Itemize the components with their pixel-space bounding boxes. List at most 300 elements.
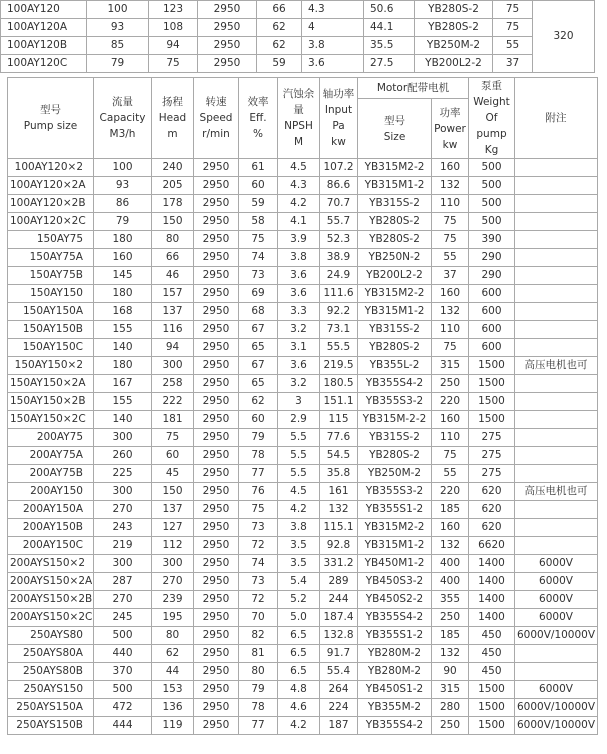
table-cell: 2950 (198, 55, 257, 73)
table-cell: 195 (152, 609, 194, 627)
table-cell: 250 (432, 717, 469, 735)
table-cell: 78 (239, 447, 278, 465)
table-row (8, 537, 598, 555)
table-cell: 37 (432, 267, 469, 285)
table-row (8, 447, 598, 465)
table-cell: 67 (239, 357, 278, 375)
remark-cell (515, 519, 598, 537)
table-cell: 77.6 (320, 429, 358, 447)
table-cell: 260 (94, 447, 152, 465)
top-table (0, 0, 595, 73)
table-cell: 90 (432, 663, 469, 681)
table-cell: 3.2 (278, 321, 320, 339)
table-cell: YB250M-2 (415, 37, 493, 55)
table-cell: 150AY75 (8, 231, 94, 249)
table-cell: 181 (152, 411, 194, 429)
table-cell: 240 (152, 159, 194, 177)
table-cell: 600 (469, 285, 515, 303)
table-row (8, 555, 598, 573)
table-cell: 500 (469, 213, 515, 231)
table-cell: 1400 (469, 573, 515, 591)
table-row (8, 501, 598, 519)
table-cell: 250AYS150B (8, 717, 94, 735)
table-cell: 450 (469, 645, 515, 663)
table-cell: 219 (94, 537, 152, 555)
table-cell: 2950 (194, 195, 239, 213)
table-cell: YB315M-2-2 (358, 411, 432, 429)
table-cell: 92.2 (320, 303, 358, 321)
remark-cell: 6000V (515, 555, 598, 573)
table-row (8, 699, 598, 717)
table-cell: YB280S-2 (358, 213, 432, 231)
table-cell: 127 (152, 519, 194, 537)
table-cell: 55 (493, 37, 533, 55)
table-cell: 54.5 (320, 447, 358, 465)
table-cell: 160 (432, 411, 469, 429)
remark-cell: 6000V (515, 681, 598, 699)
table-cell: 2.9 (278, 411, 320, 429)
table-cell: 77 (239, 717, 278, 735)
table-cell: 150AY150 (8, 285, 94, 303)
table-cell: 2950 (194, 501, 239, 519)
header-capacity: 流量 Capacity M3/h (94, 78, 152, 159)
table-cell: 2950 (198, 1, 257, 19)
table-cell: 110 (432, 429, 469, 447)
table-cell: 2950 (194, 321, 239, 339)
table-cell: 3.1 (278, 339, 320, 357)
remark-cell: 6000V (515, 591, 598, 609)
table-cell: 61 (239, 159, 278, 177)
table-cell: 73 (239, 267, 278, 285)
table-cell: 100AY120×2B (8, 195, 94, 213)
table-cell: 270 (152, 573, 194, 591)
table-cell: 55 (432, 249, 469, 267)
table-cell: 65 (239, 375, 278, 393)
table-cell: 35.8 (320, 465, 358, 483)
table-cell: 300 (94, 555, 152, 573)
table-cell: 370 (94, 663, 152, 681)
table-cell: 100 (87, 1, 149, 19)
header-weight: 泵重 Weight Of pump Kg (469, 78, 515, 159)
table-cell: 2950 (194, 159, 239, 177)
table-cell: 27.5 (364, 55, 415, 73)
header-motor-model: 型号 Size (358, 99, 432, 159)
table-cell: 245 (94, 609, 152, 627)
table-cell: 60 (239, 177, 278, 195)
table-cell: 70.7 (320, 195, 358, 213)
table-cell: 244 (320, 591, 358, 609)
table-cell: 75 (152, 429, 194, 447)
table-cell: 80 (239, 663, 278, 681)
table-cell: 110 (432, 321, 469, 339)
header-shaft-power: 轴功率 Input Pa kw (320, 78, 358, 159)
table-cell: 200AYS150×2C (8, 609, 94, 627)
table-cell: 74 (239, 249, 278, 267)
table-cell: 4.2 (278, 195, 320, 213)
table-cell: 69 (239, 285, 278, 303)
table-cell: 280 (432, 699, 469, 717)
table-cell: 59 (239, 195, 278, 213)
table-cell: 500 (94, 627, 152, 645)
table-cell: 75 (432, 231, 469, 249)
pump-spec-table (7, 77, 598, 735)
table-cell: 137 (152, 303, 194, 321)
table-cell: 157 (152, 285, 194, 303)
table-cell: 250AYS80A (8, 645, 94, 663)
table-cell: 472 (94, 699, 152, 717)
table-cell: 5.5 (278, 429, 320, 447)
table-cell: 300 (94, 483, 152, 501)
remark-cell (515, 159, 598, 177)
table-cell: 100AY120C (1, 55, 87, 73)
table-cell: 3.8 (278, 249, 320, 267)
remark-cell (515, 375, 598, 393)
table-cell: 200AYS150×2 (8, 555, 94, 573)
remark-cell: 高压电机也可 (515, 357, 598, 375)
table-cell: 4.5 (278, 159, 320, 177)
table-cell: YB200L2-2 (415, 55, 493, 73)
table-cell: 2950 (194, 465, 239, 483)
table-cell: 290 (469, 267, 515, 285)
table-cell: 52.3 (320, 231, 358, 249)
table-cell: 140 (94, 411, 152, 429)
table-cell: YB450S3-2 (358, 573, 432, 591)
table-row (8, 177, 598, 195)
table-cell: 4.3 (302, 1, 364, 19)
table-row (8, 591, 598, 609)
table-cell: 180 (94, 285, 152, 303)
table-row (8, 663, 598, 681)
header-speed: 转速 Speed r/min (194, 78, 239, 159)
table-cell: 2950 (194, 267, 239, 285)
table-cell: 100 (94, 159, 152, 177)
table-cell: 2950 (194, 447, 239, 465)
remark-cell (515, 195, 598, 213)
remark-cell (515, 177, 598, 195)
table-cell: 160 (432, 519, 469, 537)
table-cell: 66 (257, 1, 302, 19)
table-cell: 137 (152, 501, 194, 519)
table-cell: 239 (152, 591, 194, 609)
table-cell: 132.8 (320, 627, 358, 645)
remark-cell (515, 429, 598, 447)
table-cell: 620 (469, 483, 515, 501)
table-cell: YB315M1-2 (358, 177, 432, 195)
table-cell: 2950 (194, 357, 239, 375)
table-cell: 132 (432, 303, 469, 321)
table-cell: 60 (152, 447, 194, 465)
table-cell: 250AYS150A (8, 699, 94, 717)
table-cell: 185 (432, 627, 469, 645)
table-cell: 2950 (194, 627, 239, 645)
table-cell: 220 (432, 483, 469, 501)
table-cell: 275 (469, 447, 515, 465)
table-cell: 200AY75B (8, 465, 94, 483)
table-cell: 2950 (194, 717, 239, 735)
table-cell: 119 (152, 717, 194, 735)
table-cell: 287 (94, 573, 152, 591)
table-cell: 355 (432, 591, 469, 609)
table-cell: 6620 (469, 537, 515, 555)
remark-cell (515, 231, 598, 249)
table-cell: 2950 (194, 393, 239, 411)
table-cell: 2950 (194, 213, 239, 231)
table-cell: 185 (432, 501, 469, 519)
table-cell: 167 (94, 375, 152, 393)
table-cell: 2950 (194, 699, 239, 717)
table-cell: 331.2 (320, 555, 358, 573)
table-cell: YB315S-2 (358, 195, 432, 213)
table-cell: 35.5 (364, 37, 415, 55)
table-cell: 2950 (194, 177, 239, 195)
table-cell: 300 (94, 429, 152, 447)
table-cell: 4.2 (278, 717, 320, 735)
table-cell: 444 (94, 717, 152, 735)
table-cell: 1400 (469, 591, 515, 609)
table-cell: 73 (239, 519, 278, 537)
table-cell: 400 (432, 573, 469, 591)
table-row (8, 627, 598, 645)
table-cell: 82 (239, 627, 278, 645)
table-cell: 79 (239, 429, 278, 447)
table-cell: 6.5 (278, 663, 320, 681)
table-row (8, 609, 598, 627)
table-cell: 3.6 (278, 357, 320, 375)
table-cell: 150AY150A (8, 303, 94, 321)
table-cell: 4.2 (278, 501, 320, 519)
table-cell: 200AY150A (8, 501, 94, 519)
table-cell: 151.1 (320, 393, 358, 411)
table-cell: 50.6 (364, 1, 415, 19)
table-cell: 67 (239, 321, 278, 339)
remark-cell (515, 213, 598, 231)
table-cell: 150AY150B (8, 321, 94, 339)
table-cell: 178 (152, 195, 194, 213)
table-cell: 76 (239, 483, 278, 501)
table-cell: 75 (432, 213, 469, 231)
table-cell: 1500 (469, 357, 515, 375)
table-cell: 62 (152, 645, 194, 663)
header-model: 型号 Pump size (8, 78, 94, 159)
table-cell: 1500 (469, 717, 515, 735)
table-cell: 2950 (194, 249, 239, 267)
table-cell: 68 (239, 303, 278, 321)
table-cell: 108 (149, 19, 198, 37)
header-remark: 附注 (515, 78, 598, 159)
table-cell: YB355S3-2 (358, 483, 432, 501)
table-cell: 60 (239, 411, 278, 429)
table-cell: 62 (239, 393, 278, 411)
table-cell: 200AY150C (8, 537, 94, 555)
remark-cell (515, 411, 598, 429)
table-cell: 1500 (469, 411, 515, 429)
table-cell: 390 (469, 231, 515, 249)
table-cell: 132 (432, 645, 469, 663)
table-row (8, 303, 598, 321)
table-cell: 24.9 (320, 267, 358, 285)
table-cell: 145 (94, 267, 152, 285)
table-cell: 75 (149, 55, 198, 73)
table-cell: 3.6 (302, 55, 364, 73)
table-row (8, 717, 598, 735)
table-row (8, 681, 598, 699)
table-cell: 3.8 (302, 37, 364, 55)
table-cell: 160 (94, 249, 152, 267)
table-cell: 250 (432, 609, 469, 627)
table-cell: 4.6 (278, 699, 320, 717)
table-cell: 58 (239, 213, 278, 231)
table-cell: YB450S2-2 (358, 591, 432, 609)
table-row (8, 573, 598, 591)
table-cell: 220 (432, 393, 469, 411)
table-cell: 2950 (198, 37, 257, 55)
table-cell: 300 (152, 555, 194, 573)
header-row-1 (8, 78, 598, 99)
table-cell: 180 (94, 357, 152, 375)
table-cell: 187 (320, 717, 358, 735)
table-cell: 86.6 (320, 177, 358, 195)
table-cell: 219.5 (320, 357, 358, 375)
table-cell: YB355S4-2 (358, 375, 432, 393)
table-cell: 620 (469, 501, 515, 519)
table-cell: 2950 (194, 681, 239, 699)
table-cell: 65 (239, 339, 278, 357)
table-cell: 55 (432, 465, 469, 483)
table-cell: 91.7 (320, 645, 358, 663)
table-cell: 161 (320, 483, 358, 501)
table-cell: 1500 (469, 393, 515, 411)
table-cell: 2950 (194, 519, 239, 537)
remark-cell (515, 321, 598, 339)
merged-weight-cell: 320 (533, 1, 595, 73)
table-cell: YB280S-2 (358, 231, 432, 249)
table-cell: 1400 (469, 555, 515, 573)
table-cell: YB200L2-2 (358, 267, 432, 285)
table-cell: 200AY150 (8, 483, 94, 501)
table-cell: 3.6 (278, 285, 320, 303)
table-cell: YB355S1-2 (358, 501, 432, 519)
table-cell: 1500 (469, 681, 515, 699)
table-cell: 75 (239, 501, 278, 519)
table-cell: 3 (278, 393, 320, 411)
table-cell: 264 (320, 681, 358, 699)
table-cell: 81 (239, 645, 278, 663)
remark-cell: 6000V (515, 573, 598, 591)
table-cell: 270 (94, 591, 152, 609)
table-cell: 180 (94, 231, 152, 249)
table-cell: 400 (432, 555, 469, 573)
table-cell: YB315M2-2 (358, 159, 432, 177)
table-cell: 200AYS150×2A (8, 573, 94, 591)
table-cell: 100AY120×2A (8, 177, 94, 195)
table-cell: 270 (94, 501, 152, 519)
table-row (8, 339, 598, 357)
remark-cell: 6000V (515, 609, 598, 627)
table-cell: 100AY120B (1, 37, 87, 55)
table-cell: 5.2 (278, 591, 320, 609)
table-cell: 275 (469, 465, 515, 483)
table-cell: 3.6 (278, 267, 320, 285)
table-cell: 150 (152, 213, 194, 231)
table-cell: 500 (469, 177, 515, 195)
table-cell: 150AY150C (8, 339, 94, 357)
remark-cell (515, 501, 598, 519)
table-cell: 115 (320, 411, 358, 429)
table-row (8, 267, 598, 285)
table-cell: YB280M-2 (358, 663, 432, 681)
table-row (8, 465, 598, 483)
table-cell: 110 (432, 195, 469, 213)
table-cell: 140 (94, 339, 152, 357)
table-cell: 2950 (194, 303, 239, 321)
table-cell: 107.2 (320, 159, 358, 177)
table-cell: YB450M1-2 (358, 555, 432, 573)
table-cell: 2950 (194, 339, 239, 357)
table-cell: 74 (239, 555, 278, 573)
table-cell: 55.5 (320, 339, 358, 357)
table-cell: 6.5 (278, 645, 320, 663)
table-cell: 150AY75A (8, 249, 94, 267)
table-cell: 500 (469, 195, 515, 213)
table-row (8, 213, 598, 231)
table-cell: 5.0 (278, 609, 320, 627)
header-motor: Motor配带电机 (358, 78, 469, 99)
table-cell: 2950 (194, 375, 239, 393)
table-cell: 160 (432, 159, 469, 177)
table-cell: 92.8 (320, 537, 358, 555)
table-cell: YB315M1-2 (358, 303, 432, 321)
table-cell: 250AYS150 (8, 681, 94, 699)
table-cell: YB315M1-2 (358, 537, 432, 555)
table-cell: 2950 (194, 231, 239, 249)
table-cell: 94 (152, 339, 194, 357)
table-cell: 75 (493, 1, 533, 19)
header-efficiency: 效率 Eff. % (239, 78, 278, 159)
table-cell: 2950 (194, 645, 239, 663)
table-cell: 600 (469, 339, 515, 357)
table-cell: 100AY120A (1, 19, 87, 37)
table-cell: 79 (87, 55, 149, 73)
table-cell: 290 (469, 249, 515, 267)
table-cell: 258 (152, 375, 194, 393)
table-cell: 62 (257, 19, 302, 37)
table-cell: 100AY120 (1, 1, 87, 19)
remark-cell (515, 393, 598, 411)
table-cell: 315 (432, 681, 469, 699)
table-cell: YB250N-2 (358, 249, 432, 267)
table-cell: 85 (87, 37, 149, 55)
table-cell: 600 (469, 303, 515, 321)
table-cell: 5.4 (278, 573, 320, 591)
table-cell: 1400 (469, 609, 515, 627)
table-cell: 150 (152, 483, 194, 501)
table-cell: YB280S-2 (415, 1, 493, 19)
remark-cell (515, 663, 598, 681)
table-cell: 93 (94, 177, 152, 195)
top-table-row (1, 37, 595, 55)
table-cell: YB315S-2 (358, 321, 432, 339)
table-cell: 86 (94, 195, 152, 213)
table-row (8, 285, 598, 303)
table-cell: 2950 (194, 429, 239, 447)
table-cell: 44.1 (364, 19, 415, 37)
table-cell: 111.6 (320, 285, 358, 303)
header-head: 扬程 Head m (152, 78, 194, 159)
table-cell: YB315M2-2 (358, 285, 432, 303)
table-cell: 6.5 (278, 627, 320, 645)
table-cell: 116 (152, 321, 194, 339)
table-cell: 94 (149, 37, 198, 55)
